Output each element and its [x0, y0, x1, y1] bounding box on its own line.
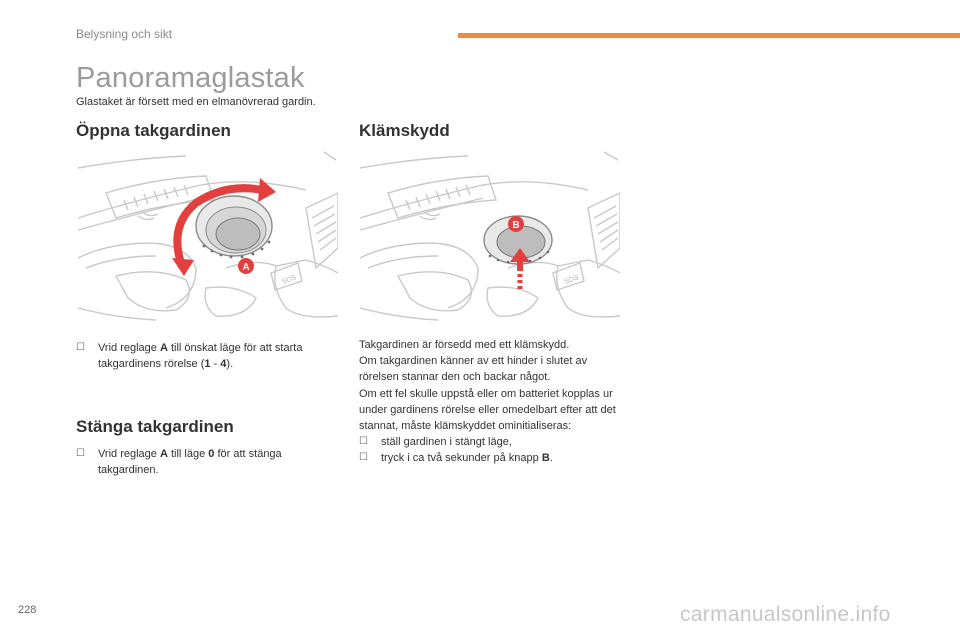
- intro-text: Glastaket är försett med en elmanövrerad gardin.: [76, 96, 316, 108]
- checkbox-icon: ☐: [359, 436, 368, 448]
- instruction-text: till önskat läge för att starta takgardinens rörelse (: [98, 342, 303, 370]
- list-item-text: ställ gardinen i stängt läge,: [381, 436, 512, 449]
- instruction-bold: 0: [208, 448, 215, 460]
- svg-text:SOS: SOS: [281, 274, 298, 286]
- label-a: A: [242, 262, 250, 273]
- instruction-text: ).: [226, 358, 234, 370]
- svg-text:SOS: SOS: [563, 274, 580, 286]
- instruction-bold: 1: [204, 358, 211, 370]
- list-item-text: tryck i ca två sekunder på knapp: [381, 452, 542, 465]
- paragraph: Takgardinen är försedd med ett klämskydd.: [359, 339, 570, 351]
- list-item-text: .: [549, 452, 553, 465]
- list-item: [359, 450, 629, 466]
- illustration-rotary-control: [76, 148, 338, 326]
- checkbox-icon: ☐: [76, 448, 85, 459]
- instruction-bold: A: [159, 342, 168, 354]
- instruction-text: för att stänga takgardinen.: [98, 448, 282, 476]
- close-curtain-instruction: [76, 446, 326, 478]
- list-item-bold: B: [541, 452, 550, 465]
- paragraph: Om ett fel skulle uppstå eller om batteriet kopplas ur under gardinens rörelse eller omedelbart efter att det stannat, måste klämskyddet ominitialiseras:: [359, 387, 616, 433]
- instruction-text: -: [210, 358, 221, 370]
- paragraph: Om takgardinen känner av ett hinder i slutet av rörelsen stannar den och backar något.: [359, 355, 588, 384]
- heading-open-curtain: Öppna takgardinen: [76, 121, 231, 140]
- instruction-text: Vrid reglage: [98, 342, 160, 354]
- heading-close-curtain: Stänga takgardinen: [76, 417, 234, 436]
- list-item: [359, 434, 629, 450]
- checkbox-icon: ☐: [76, 342, 85, 353]
- header-accent-bar: [458, 33, 960, 38]
- heading-pinch-protection: Klämskydd: [359, 121, 450, 140]
- page-title: Panoramaglastak: [76, 62, 305, 94]
- pinch-protection-text: [359, 337, 629, 467]
- checkbox-icon: ☐: [359, 452, 368, 464]
- illustration-button-b: [358, 148, 620, 326]
- instruction-bold: 4: [220, 358, 227, 370]
- label-b: B: [512, 220, 520, 231]
- page-number: 228: [18, 604, 37, 616]
- open-curtain-instruction: [76, 340, 326, 372]
- watermark: carmanualsonline.info: [680, 603, 891, 626]
- section-label: Belysning och sikt: [76, 27, 173, 41]
- instruction-text: Vrid reglage: [98, 448, 160, 460]
- instruction-text: till läge: [167, 448, 209, 460]
- instruction-bold: A: [159, 448, 168, 460]
